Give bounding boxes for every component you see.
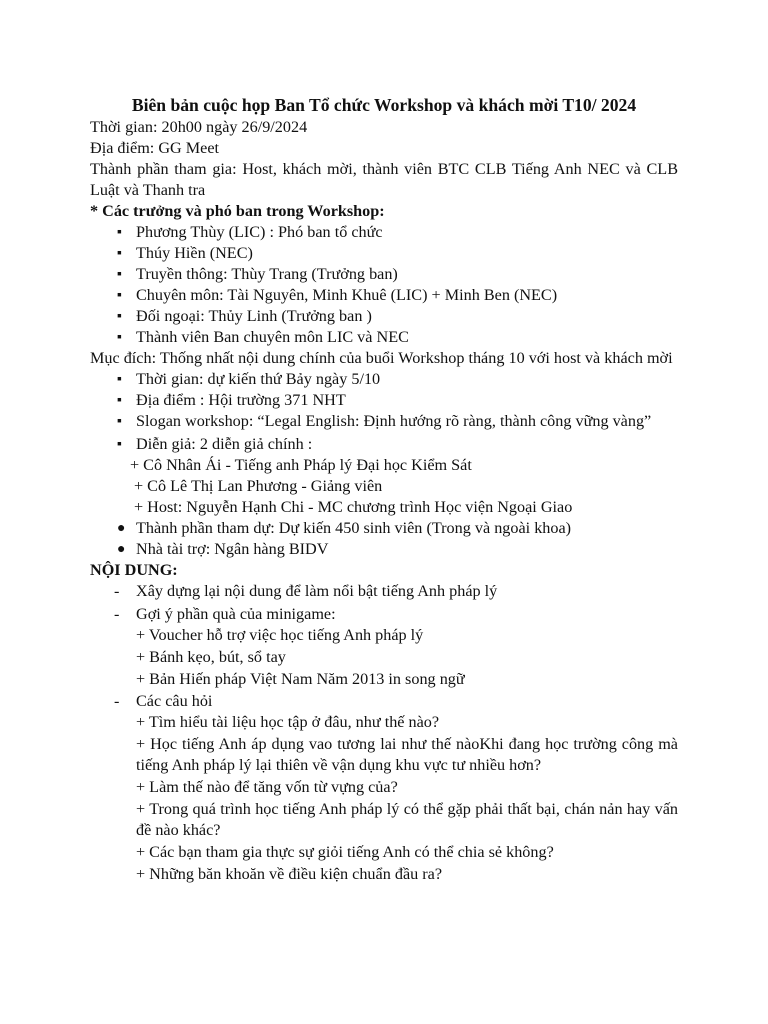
gift-item: + Voucher hỗ trợ việc học tiếng Anh pháp lý (136, 626, 424, 644)
list-item: - Các câu hỏi + Tìm hiểu tài liệu học tập ở đâu, như thế nào? + Học tiếng Anh áp dụng vao tương lai như thế nàoKhi đang học trường công mà tiếng Anh pháp lý lại thiên về vận dụng khu vực tư nhiều hơn? + Làm thế nào để tăng vốn từ vựng của? + Trong quá trình học tiếng Anh pháp lý có thể gặp phải thất bại, chán nản hay vấn đề nào khác? + Các bạn tham gia thực sự giỏi tiếng Anh có thể chia sẻ không? + Những băn khoăn về điều kiện chuẩn đầu ra? (114, 692, 678, 883)
small-square-bullet-icon: ▪ (117, 309, 122, 324)
speaker-line: + Host: Nguyễn Hạnh Chi - MC chương trình Học viện Ngoại Giao (134, 498, 573, 516)
dash-bullet-icon: - (114, 605, 120, 623)
question-item: + Tìm hiểu tài liệu học tập ở đâu, như thế nào? (136, 713, 440, 731)
meeting-place: Địa điểm: GG Meet (90, 139, 220, 157)
question-item: + Học tiếng Anh áp dụng vao tương lai như thế nàoKhi đang học trường công mà tiếng Anh pháp lý lại thiên về vận dụng khu vực tư nhiều hơn? (136, 735, 678, 774)
list-item: ▪ Thúy Hiền (NEC) (117, 244, 253, 262)
small-square-bullet-icon: ▪ (117, 267, 122, 282)
gift-item: + Bản Hiến pháp Việt Nam Năm 2013 in song ngữ (136, 670, 465, 688)
leaders-heading: * Các trưởng và phó ban trong Workshop: (90, 202, 385, 220)
small-square-bullet-icon: ▪ (117, 330, 122, 345)
purpose-list (90, 369, 678, 455)
small-square-bullet-icon: ▪ (117, 393, 122, 408)
purpose: Mục đích: Thống nhất nội dung chính của buổi Workshop tháng 10 với host và khách mời (90, 349, 673, 367)
content-list (90, 581, 678, 885)
list-item: ● Nhà tài trợ: Ngân hàng BIDV (117, 540, 329, 558)
list-item: - Xây dựng lại nội dung để làm nổi bật tiếng Anh pháp lý (114, 582, 498, 600)
gift-item: + Bánh kẹo, bút, sổ tay (136, 648, 286, 666)
speaker-line: + Cô Lê Thị Lan Phương - Giảng viên (134, 477, 383, 495)
question-item: + Làm thế nào để tăng vốn từ vựng của? (136, 778, 398, 796)
list-item: - Gợi ý phần quà của minigame: + Voucher hỗ trợ việc học tiếng Anh pháp lý + Bánh kẹo, bút, sổ tay + Bản Hiến pháp Việt Nam Năm 2013 in song ngữ (136, 604, 678, 690)
meeting-time: Thời gian: 20h00 ngày 26/9/2024 (90, 118, 308, 136)
list-item: ▪ Chuyên môn: Tài Nguyên, Minh Khuê (LIC) + Minh Ben (NEC) (117, 286, 558, 304)
list-item: ▪ Phương Thùy (LIC) : Phó ban tổ chức (117, 223, 383, 241)
small-square-bullet-icon: ▪ (117, 225, 122, 240)
list-item: ▪ Truyền thông: Thùy Trang (Trưởng ban) (117, 265, 398, 283)
question-item: + Các bạn tham gia thực sự giỏi tiếng Anh có thể chia sẻ không? (136, 843, 554, 861)
question-item: + Những băn khoăn về điều kiện chuẩn đầu ra? (136, 865, 443, 883)
list-item: ▪ Thành viên Ban chuyên môn LIC và NEC (117, 328, 409, 346)
participants: Thành phần tham gia: Host, khách mời, thành viên BTC CLB Tiếng Anh NEC và CLB Luật và Thanh tra (90, 160, 678, 199)
list-item: ▪ Địa điểm : Hội trường 371 NHT (117, 391, 346, 409)
small-square-bullet-icon: ▪ (117, 372, 122, 387)
small-square-bullet-icon: ▪ (117, 414, 122, 429)
list-item: ▪ Slogan workshop: “Legal English: Định hướng rõ ràng, thành công vững vàng” (117, 412, 652, 430)
question-item: + Trong quá trình học tiếng Anh pháp lý có thể gặp phải thất bại, chán nản hay vấn đề nào khác? (136, 800, 678, 839)
attendance-list (90, 518, 678, 560)
small-square-bullet-icon: ▪ (117, 246, 122, 261)
document-page (90, 94, 678, 886)
list-item: ▪ Thời gian: dự kiến thứ Bảy ngày 5/10 (117, 370, 381, 388)
round-bullet-icon: ● (117, 521, 126, 536)
round-bullet-icon: ● (117, 542, 126, 557)
speaker-line: + Cô Nhân Ái - Tiếng anh Pháp lý Đại học Kiểm Sát (130, 456, 472, 474)
small-square-bullet-icon: ▪ (117, 437, 122, 452)
list-item: ● Thành phần tham dự: Dự kiến 450 sinh viên (Trong và ngoài khoa) (117, 519, 572, 537)
list-item: ▪ Đối ngoại: Thủy Linh (Trưởng ban ) (117, 307, 372, 325)
leaders-list (90, 222, 678, 348)
list-item: ▪ Diễn giả: 2 diễn giả chính : (117, 435, 313, 453)
dash-bullet-icon: - (114, 692, 120, 710)
dash-bullet-icon: - (114, 582, 120, 600)
small-square-bullet-icon: ▪ (117, 288, 122, 303)
page-title: Biên bản cuộc họp Ban Tổ chức Workshop và khách mời T10/ 2024 (131, 95, 637, 115)
content-heading: NỘI DUNG: (90, 561, 178, 579)
